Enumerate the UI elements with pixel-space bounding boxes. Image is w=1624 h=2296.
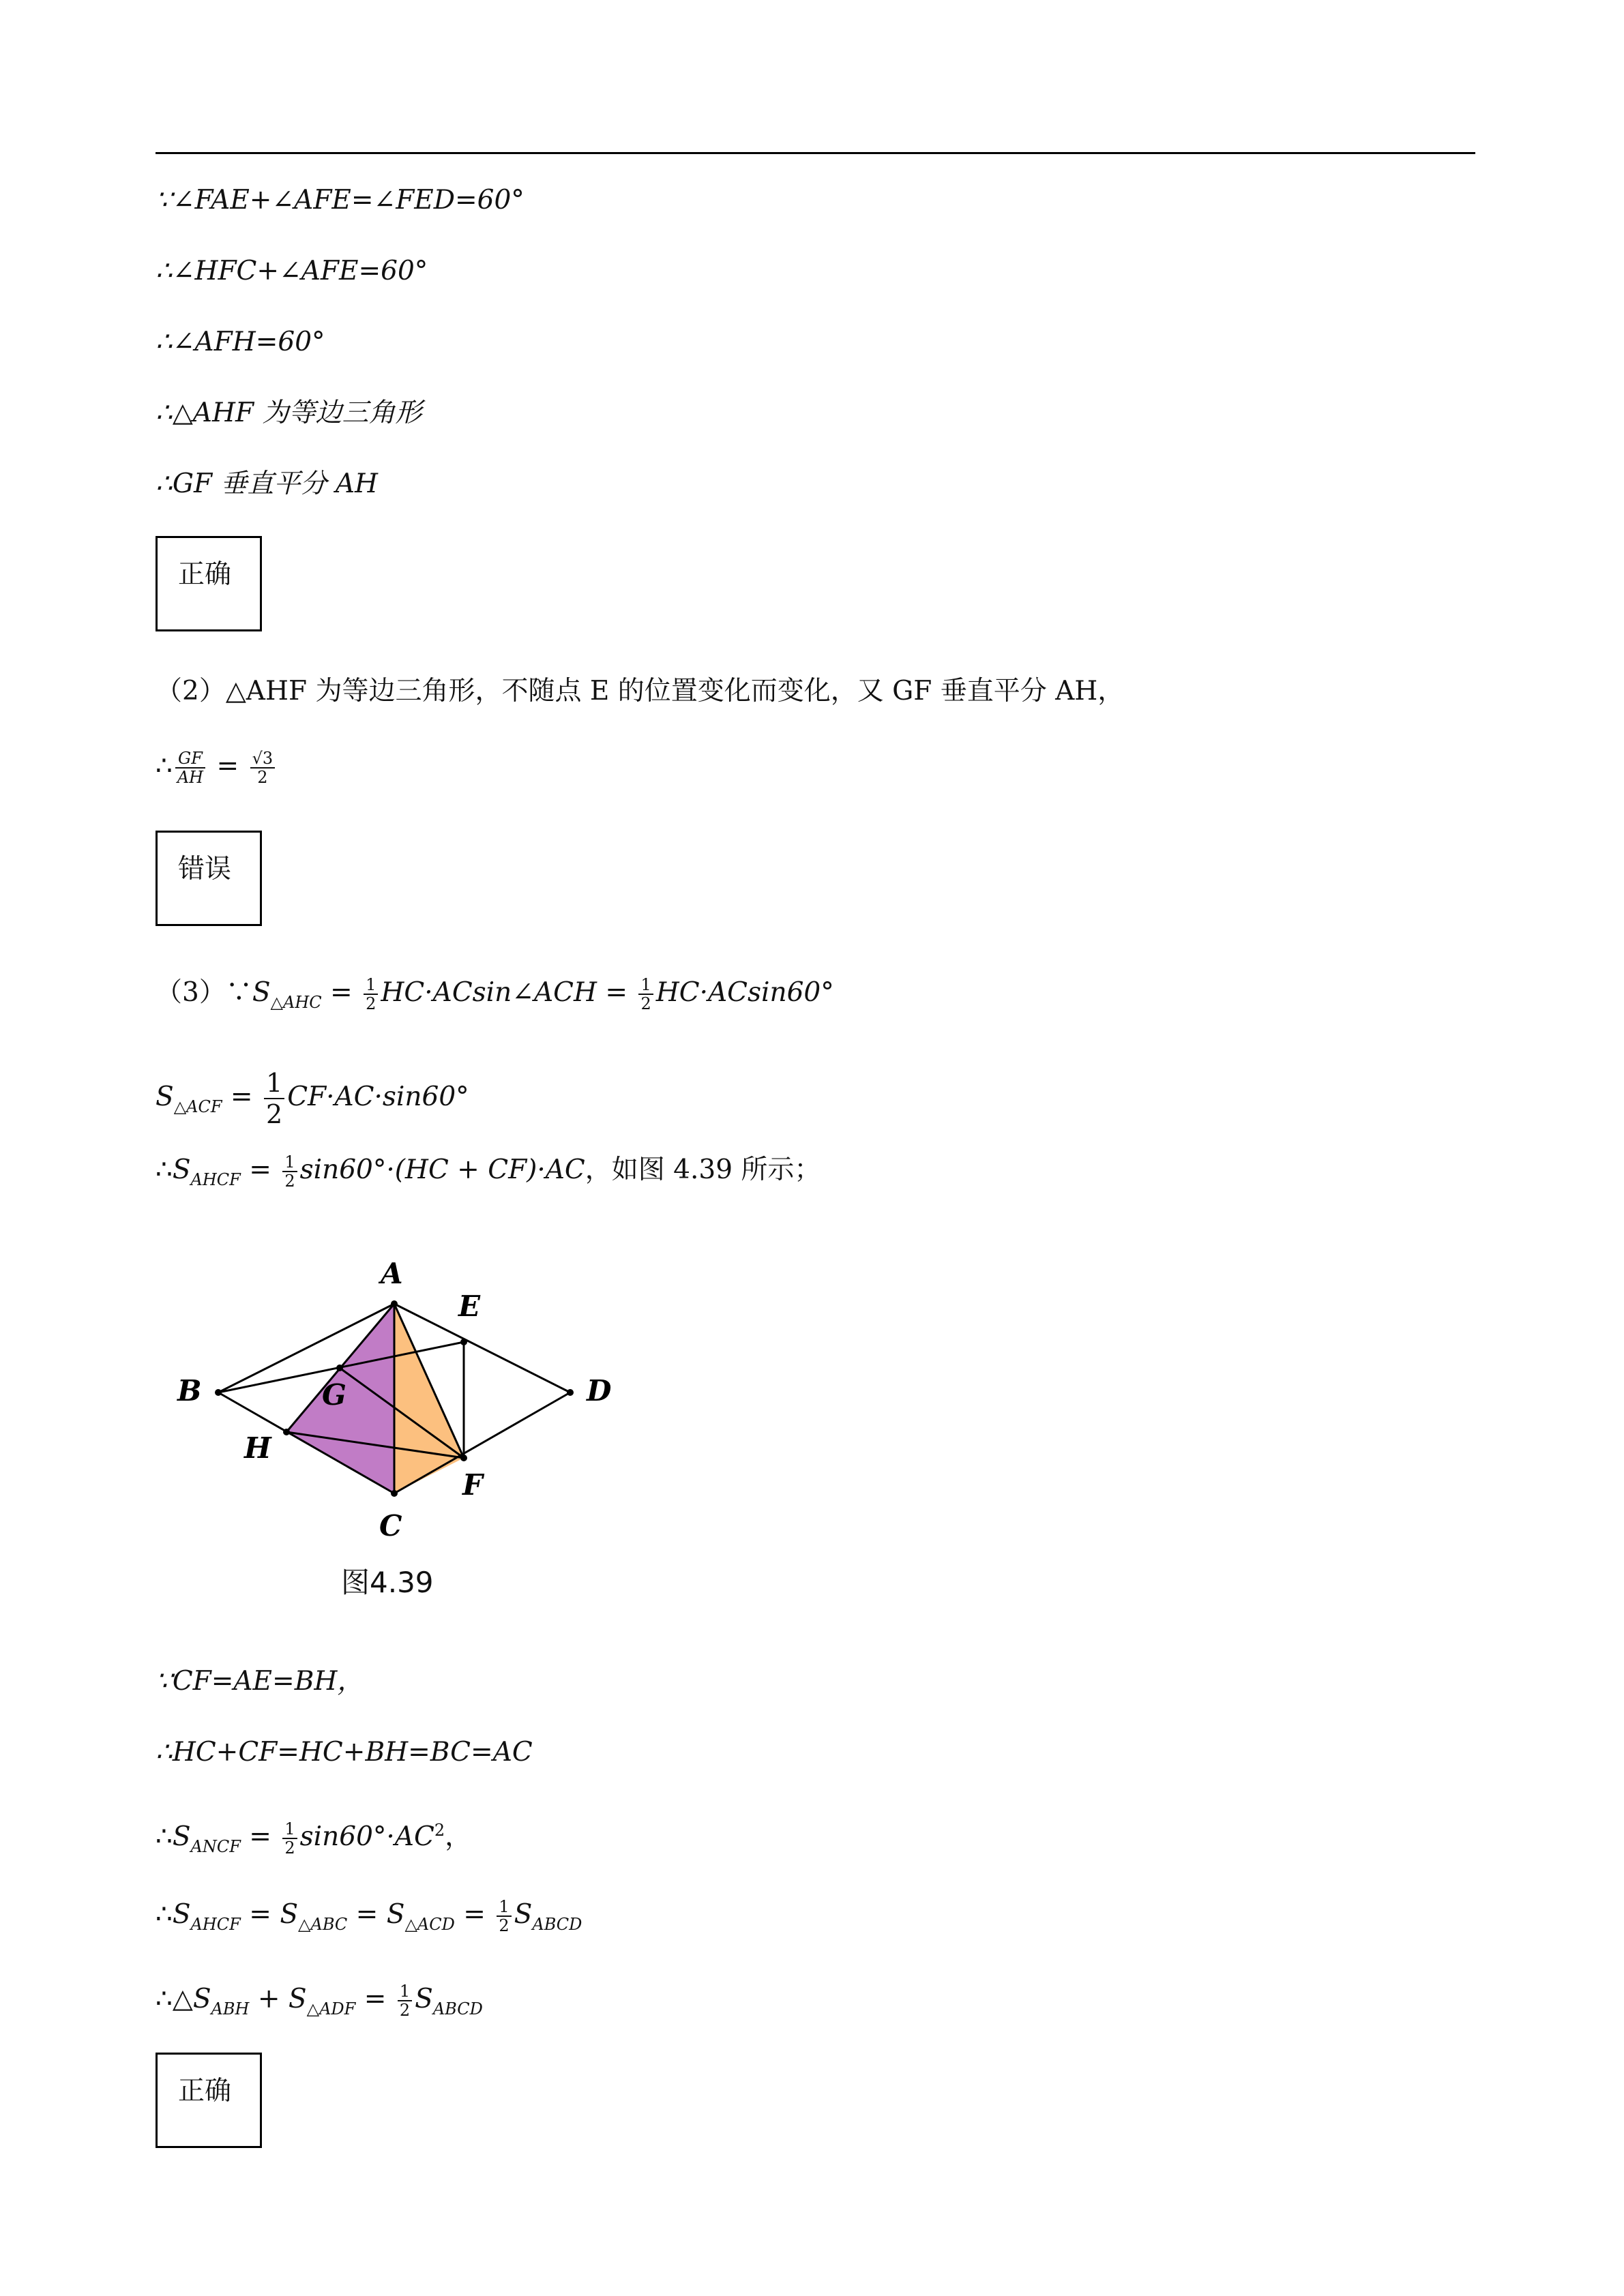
proof-line-3: ∴∠AFH=60° — [156, 327, 325, 357]
point-g — [336, 1365, 343, 1371]
geometry-figure — [164, 1241, 628, 1596]
orange-triangle-acf — [394, 1304, 464, 1493]
point-e — [460, 1339, 467, 1345]
fraction-sqrt3-2: $\frac{√3}{2}$ — [250, 749, 276, 786]
proof-line-5: ∴GF 垂直平分 AH — [156, 468, 378, 499]
label-e: E — [458, 1289, 481, 1323]
label-d: D — [587, 1374, 612, 1407]
answer-box-correct-1: 正确 — [156, 536, 262, 631]
proof-line-11: ∵CF=AE=BH， — [156, 1666, 364, 1697]
label-g: G — [322, 1378, 346, 1412]
proof-line-8: $(3)\because S_{\triangle AHC}$ = $\frac{1}{2}$ HC·ACsin∠ACH = $\frac{1}{2}$ HC·ACsin60° — [156, 975, 834, 1013]
label-b: B — [177, 1374, 202, 1407]
figure-caption: 图4.39 — [341, 1566, 434, 1599]
answer-box-wrong: 错误 — [156, 831, 262, 926]
proof-line-6: （2）△AHF 为等边三角形，不随点 E 的位置变化而变化，又 GF 垂直平分 AH， — [156, 676, 1125, 706]
proof-line-1: ∵∠FAE+∠AFE=∠FED=60° — [156, 185, 525, 215]
fraction-gf-ah: $\frac{GF}{AH}$ — [175, 749, 205, 786]
fraction-half: $\frac{1}{2}$ — [398, 1982, 412, 2019]
point-f — [460, 1455, 467, 1461]
proof-line-7: ∴ $\frac{GF}{AH}$ = $\frac{√3}{2}$ — [156, 749, 278, 786]
point-d — [567, 1389, 574, 1396]
proof-line-9: $S_{\triangle ACF}$ = $\frac{1}{2}$ CF·AC·sin60° — [156, 1068, 469, 1129]
proof-line-12: ∴HC+CF=HC+BH=BC=AC — [156, 1737, 533, 1768]
label-a: A — [381, 1257, 403, 1290]
label-h: H — [244, 1431, 271, 1465]
proof-line-13: $\therefore S_{ANCF}$ = $\frac{1}{2}$ $\sin 60^\circ\cdot AC^2$， — [156, 1819, 472, 1858]
label-c: C — [379, 1509, 402, 1542]
answer-box-correct-2: 正确 — [156, 2053, 262, 2148]
point-b — [215, 1389, 222, 1396]
label-f: F — [462, 1468, 483, 1502]
point-a — [391, 1300, 398, 1307]
fraction-half: $\frac{1}{2}$ — [364, 976, 378, 1013]
proof-line-4: ∴△AHF 为等边三角形 — [156, 398, 422, 428]
fraction-half: $\frac{1}{2}$ — [282, 1153, 297, 1190]
fraction-half: $\frac{1}{2}$ — [638, 976, 653, 1013]
proof-line-2: ∴∠HFC+∠AFE=60° — [156, 256, 428, 286]
proof-line-15: $\therefore\triangle S_{ABH} + S_{\triangle ADF}$ = $\frac{1}{2}$ $S_{ABCD}$ — [156, 1982, 483, 2020]
fraction-half: $\frac{1}{2}$ — [497, 1898, 511, 1935]
header-rule — [156, 152, 1475, 154]
point-c — [391, 1490, 398, 1497]
fraction-half-large: $\frac{1}{2}$ — [264, 1068, 284, 1129]
point-h — [283, 1429, 290, 1435]
fraction-half: $\frac{1}{2}$ — [282, 1820, 297, 1857]
proof-line-10: $\therefore S_{AHCF}$ = $\frac{1}{2}$ sin60°·(HC + CF)·AC，如图 4.39 所示； — [156, 1152, 821, 1191]
proof-line-14: $\therefore S_{AHCF} = S_{\triangle ABC} = S_{\triangle ACD}$ = $\frac{1}{2}$ $S_{ABCD}$ — [156, 1897, 582, 1935]
